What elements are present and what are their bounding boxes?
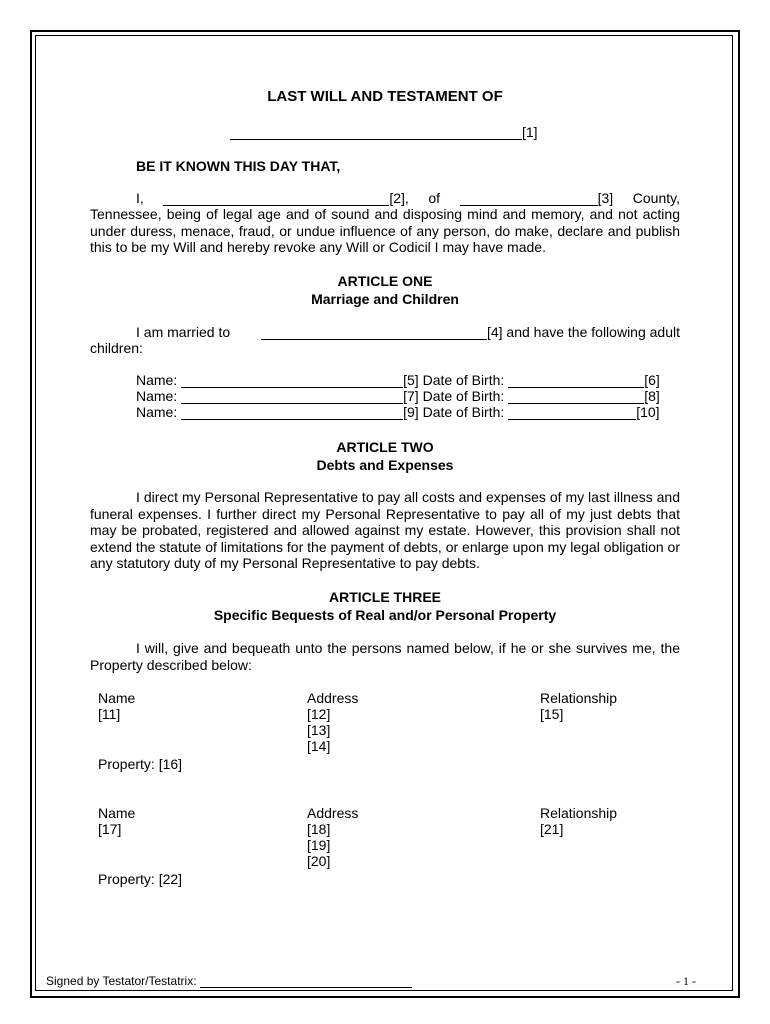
signature-footer [46, 974, 412, 988]
blank-line [261, 325, 487, 340]
bequest-address-line: [12] [307, 706, 331, 722]
blank-line [508, 373, 644, 388]
bequest-paragraph: I will, give and bequeath unto the persons named below, if he or she survives me, the Property described below: [90, 640, 680, 673]
bequest-address-line: [14] [307, 738, 331, 754]
ref-label: [6] [644, 372, 660, 388]
married-line [90, 324, 680, 340]
bequest-property: Property: [22] [98, 871, 183, 887]
ref-label: [9] Date of Birth: [403, 404, 505, 420]
intro-of: of [428, 190, 441, 206]
ref-label: [2], [389, 190, 409, 206]
child-row [136, 388, 660, 404]
signed-label: Signed by Testator/Testatrix: [46, 974, 197, 988]
article-three-heading: ARTICLE THREE [329, 589, 441, 605]
intro-county: County, [632, 190, 680, 206]
bequest-relationship: [15] [540, 706, 564, 722]
debts-paragraph: I direct my Personal Representative to pay all costs and expenses of my last illness and funeral expenses. I further direct my Personal Representative to pay all of my just debts that may be probated, registered and allowed against my estate. However, this provision shall not extend the statute of limitations for the payment of debts, or enlarge upon my legal obligation or any statutory duty of my Personal Representative to pay debts. [90, 489, 680, 571]
article-one-heading: ARTICLE ONE [337, 273, 433, 289]
ref-label: [1] [522, 124, 538, 140]
bequest-name: [17] [98, 821, 122, 837]
article-one-subheading: Marriage and Children [311, 291, 459, 307]
ref-label: [3] [597, 190, 614, 206]
blank-line [181, 389, 403, 404]
bequest-address-line: [20] [307, 853, 331, 869]
blank-line [181, 373, 403, 388]
intro-i: I, [136, 190, 144, 206]
article-three-subheading: Specific Bequests of Real and/or Personal Property [213, 607, 557, 623]
intro-first-line [90, 190, 680, 206]
bequest-relationship-header: Relationship [540, 805, 618, 821]
known-heading: BE IT KNOWN THIS DAY THAT, [136, 158, 341, 174]
bequest-address-header: Address [307, 690, 359, 706]
child-row [136, 404, 660, 420]
article-two-heading: ARTICLE TWO [336, 439, 434, 455]
ref-label: [10] [636, 404, 660, 420]
name-label: Name: [136, 372, 178, 388]
bequest-relationship-header: Relationship [540, 690, 618, 706]
blank-line [460, 191, 598, 206]
article-two-subheading: Debts and Expenses [316, 457, 454, 473]
bequest-address-line: [18] [307, 821, 331, 837]
blank-line [163, 191, 389, 206]
ref-label: [5] Date of Birth: [403, 372, 505, 388]
married-text: I am married to [136, 324, 231, 340]
blank-line [508, 405, 636, 420]
married-ref: [4] and have the following adult [486, 324, 680, 340]
name-label: Name: [136, 388, 178, 404]
bequest-address-line: [19] [307, 837, 331, 853]
blank-line [230, 125, 522, 140]
bequest-address-line: [13] [307, 722, 331, 738]
testator-name-line [230, 124, 538, 140]
child-row [136, 372, 660, 388]
blank-line [508, 389, 644, 404]
document-title: LAST WILL AND TESTAMENT OF [267, 88, 503, 105]
ref-label: [7] Date of Birth: [403, 388, 505, 404]
name-label: Name: [136, 404, 178, 420]
bequest-relationship: [21] [540, 821, 564, 837]
signature-line [200, 976, 412, 988]
bequest-address-header: Address [307, 805, 359, 821]
intro-paragraph: Tennessee, being of legal age and of sound and disposing mind and memory, and not acting under duress, menace, fraud, or undue influence of any person, do make, declare and publish this to be my Will and hereby revoke any Will or Codicil I may have made. [90, 206, 680, 255]
children-label: children: [90, 340, 143, 356]
page-number: - 1 - [676, 974, 696, 988]
bequest-name-header: Name [98, 805, 136, 821]
ref-label: [8] [644, 388, 660, 404]
bequest-name: [11] [98, 706, 121, 722]
bequest-property: Property: [16] [98, 756, 183, 772]
blank-line [181, 405, 403, 420]
bequest-name-header: Name [98, 690, 136, 706]
